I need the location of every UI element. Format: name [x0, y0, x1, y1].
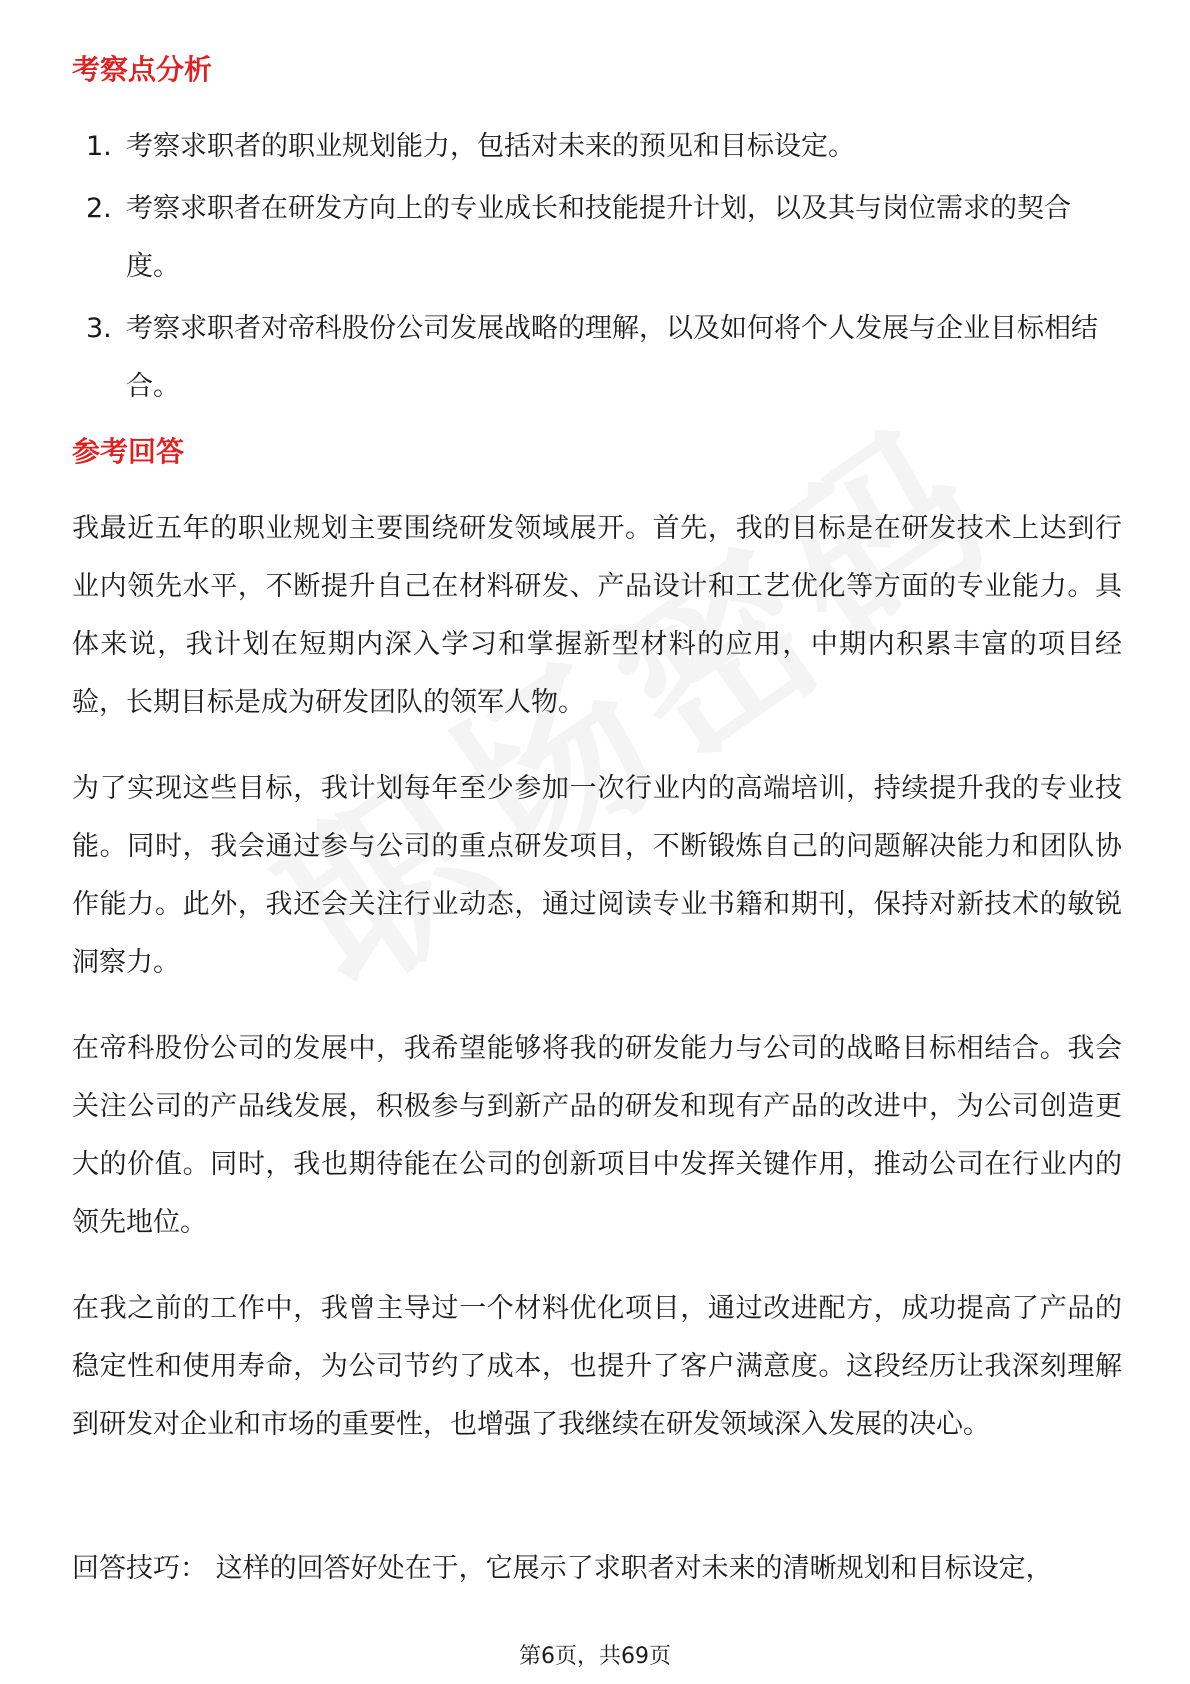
- answer-paragraph: 为了实现这些目标，我计划每年至少参加一次行业内的高端培训，持续提升我的专业技能。同时，我会通过参与公司的重点研发项目，不断锻炼自己的问题解决能力和团队协作能力。此外，我还会关注行业动态，通过阅读专业书籍和期刊，保持对新技术的敏锐洞察力。: [72, 773, 1122, 978]
- answer-paragraph: 在帝科股份公司的发展中，我希望能够将我的研发能力与公司的战略目标相结合。我会关注公司的产品线发展，积极参与到新产品的研发和现有产品的改进中，为公司创造更大的价值。同时，我也期待能在公司的创新项目中发挥关键作用，推动公司在行业内的领先地位。: [72, 1033, 1122, 1238]
- list-number: 3.: [86, 313, 112, 344]
- list-item: [72, 118, 1122, 176]
- page-footer: 第6页，共69页: [519, 1644, 671, 1669]
- list-item: [72, 300, 1122, 416]
- list-text: 考察求职者在研发方向上的专业成长和技能提升计划，以及其与岗位需求的契合度。: [126, 193, 1071, 282]
- answer-paragraph: 在我之前的工作中，我曾主导过一个材料优化项目，通过改进配方，成功提高了产品的稳定性和使用寿命，为公司节约了成本，也提升了客户满意度。这段经历让我深刻理解到研发对企业和市场的重要性，也增强了我继续在研发领域深入发展的决心。: [72, 1293, 1122, 1440]
- list-number: 1.: [86, 131, 112, 162]
- list-text: 考察求职者对帝科股份公司发展战略的理解，以及如何将个人发展与企业目标相结合。: [126, 313, 1098, 402]
- section-title-analysis: 考察点分析: [72, 53, 213, 86]
- answer-tips: 回答技巧： 这样的回答好处在于，它展示了求职者对未来的清晰规划和目标设定，: [72, 1553, 1053, 1584]
- analysis-list: [72, 118, 1122, 420]
- list-number: 2.: [86, 193, 112, 224]
- section-title-answer: 参考回答: [72, 435, 185, 468]
- answer-paragraph: 我最近五年的职业规划主要围绕研发领域展开。首先，我的目标是在研发技术上达到行业内领先水平，不断提升自己在材料研发、产品设计和工艺优化等方面的专业能力。具体来说，我计划在短期内深入学习和掌握新型材料的应用，中期内积累丰富的项目经验，长期目标是成为研发团队的领军人物。: [72, 513, 1122, 718]
- list-item: [72, 180, 1122, 296]
- list-text: 考察求职者的职业规划能力，包括对未来的预见和目标设定。: [126, 131, 855, 162]
